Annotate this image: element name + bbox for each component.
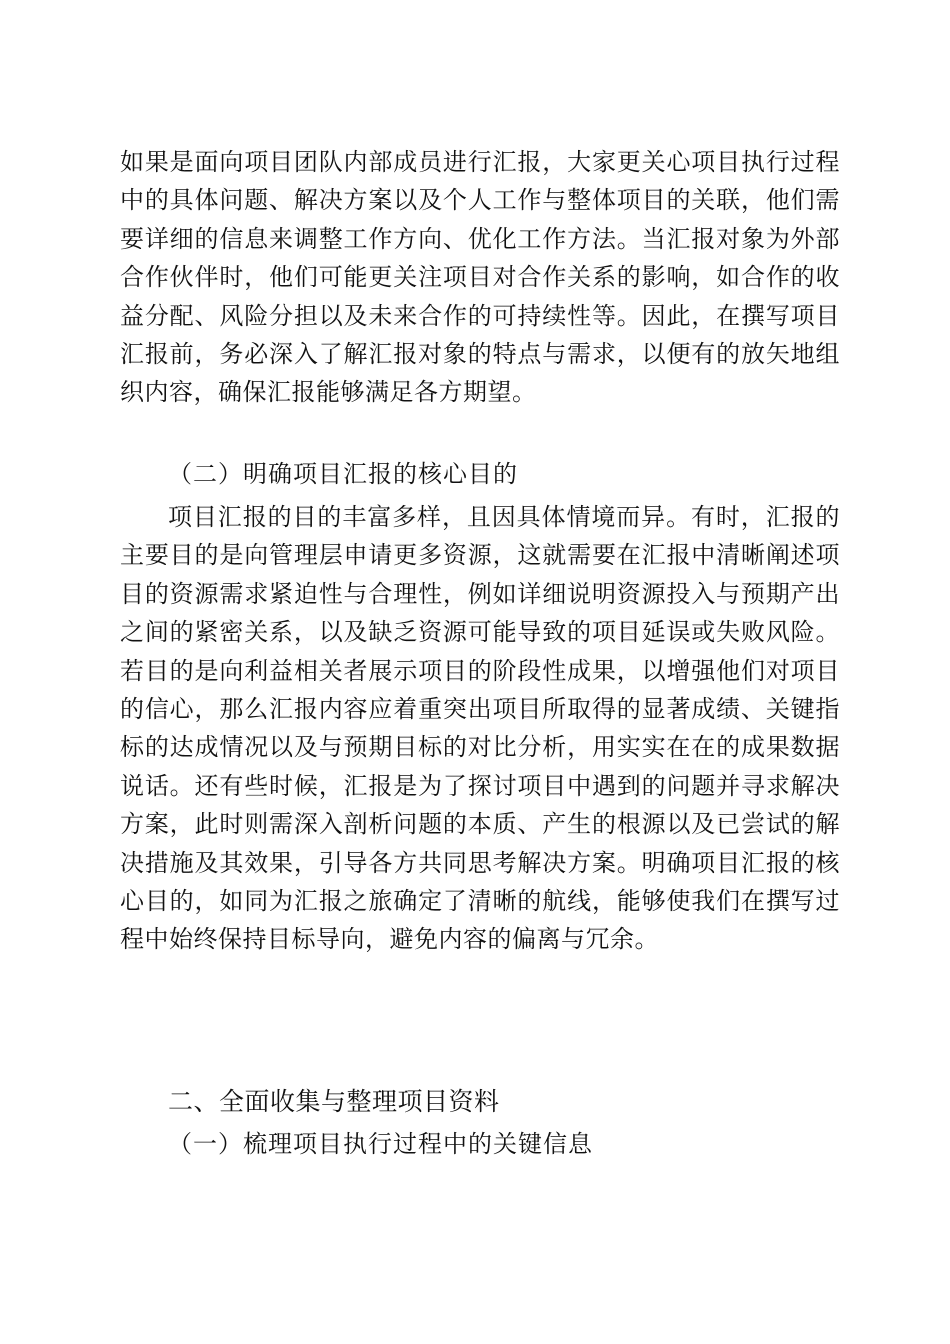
- section-heading: 二、全面收集与整理项目资料: [168, 1087, 500, 1116]
- body-paragraph: 项目汇报的目的丰富多样，且因具体情境而异。有时，汇报的主要目的是向管理层申请更多资源，这就需要在汇报中清晰阐述项目的资源需求紧迫性与合理性，例如详细说明资源投入与预期产出之间的紧密关系，以及缺乏资源可能导致的项目延误或失败风险。若目的是向利益相关者展示项目的阶段性成果，以增强他们对项目的信心，那么汇报内容应着重突出项目所取得的显著成绩、关键指标的达成情况以及与预期目标的对比分析，用实实在在的成果数据说话。还有些时候，汇报是为了探讨项目中遇到的问题并寻求解决方案，此时则需深入剖析问题的本质、产生的根源以及已尝试的解决措施及其效果，引导各方共同思考解决方案。明确项目汇报的核心目的，如同为汇报之旅确定了清晰的航线，能够使我们在撰写过程中始终保持目标导向，避免内容的偏离与冗余。: [120, 503, 840, 954]
- subheading-key-info: （一）梳理项目执行过程中的关键信息: [168, 1130, 593, 1158]
- subheading-core-purpose: （二）明确项目汇报的核心目的: [168, 460, 518, 488]
- body-paragraph: 如果是面向项目团队内部成员进行汇报，大家更关心项目执行过程中的具体问题、解决方案以及个人工作与整体项目的关联，他们需要详细的信息来调整工作方向、优化工作方法。当汇报对象为外部合作伙伴时，他们可能更关注项目对合作关系的影响，如合作的收益分配、风险分担以及未来合作的可持续性等。因此，在撰写项目汇报前，务必深入了解汇报对象的特点与需求，以便有的放矢地组织内容，确保汇报能够满足各方期望。: [120, 148, 840, 407]
